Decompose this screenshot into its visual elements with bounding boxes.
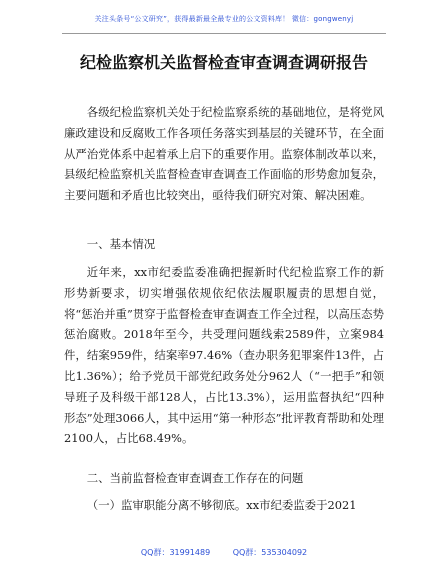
- section-heading-problems: 二、当前监督检查审查调查工作存在的问题: [86, 471, 304, 485]
- document-title: 纪检监察机关监督检查审查调查调研报告: [79, 53, 368, 72]
- header-divider: [62, 33, 386, 34]
- paragraph-intro: 各级纪检监察机关处于纪检监察系统的基础地位，是将党风廉政建设和反腐败工作各项任务落实到基层的关键环节，在全面从严治党体系中起着承上启下的重要作用。监察体制改革以来，县级纪检监察机关监督检查审查调查工作面临的形势愈加复杂，主要问题和矛盾也比较突出，亟待我们研究对策、解决困难。: [64, 105, 384, 203]
- section-heading-basic: 一、基本情况: [86, 237, 156, 251]
- footer-qq-group-2: QQ群：535304092: [232, 548, 308, 557]
- paragraph-problem-1: （一）监审职能分离不够彻底。xx市纪委监委于2021: [86, 498, 357, 512]
- paragraph-basic-situation: 近年来，xx市纪委监委准确把握新时代纪检监察工作的新形势新要求，切实增强依规依纪依法履职履责的思想自觉，将“惩治并重”贯穿于监督检查审查调查工作全过程，以高压态势惩治腐败。2018年至今，共受理问题线索2589件，立案984件，结案959件，结案率97.46%（查办职务犯罪案件13件，占比1.36%）；给予党员干部党纪政务处分962人（“一把手”和领导班子及科级干部128人，占比13.3%），运用监督执纪“四种形态”处理3066人，其中运用“第一种形态”批评教育帮助和处理2100人，占比68.49%。: [64, 265, 384, 446]
- header-promo-note: 关注头条号“公文研究”，获得最新最全最专业的公文资料库！ 微信：gongwenyj: [94, 15, 354, 23]
- footer-qq-group-1: QQ群：31991489: [140, 548, 211, 557]
- footer-contact: [0, 547, 448, 558]
